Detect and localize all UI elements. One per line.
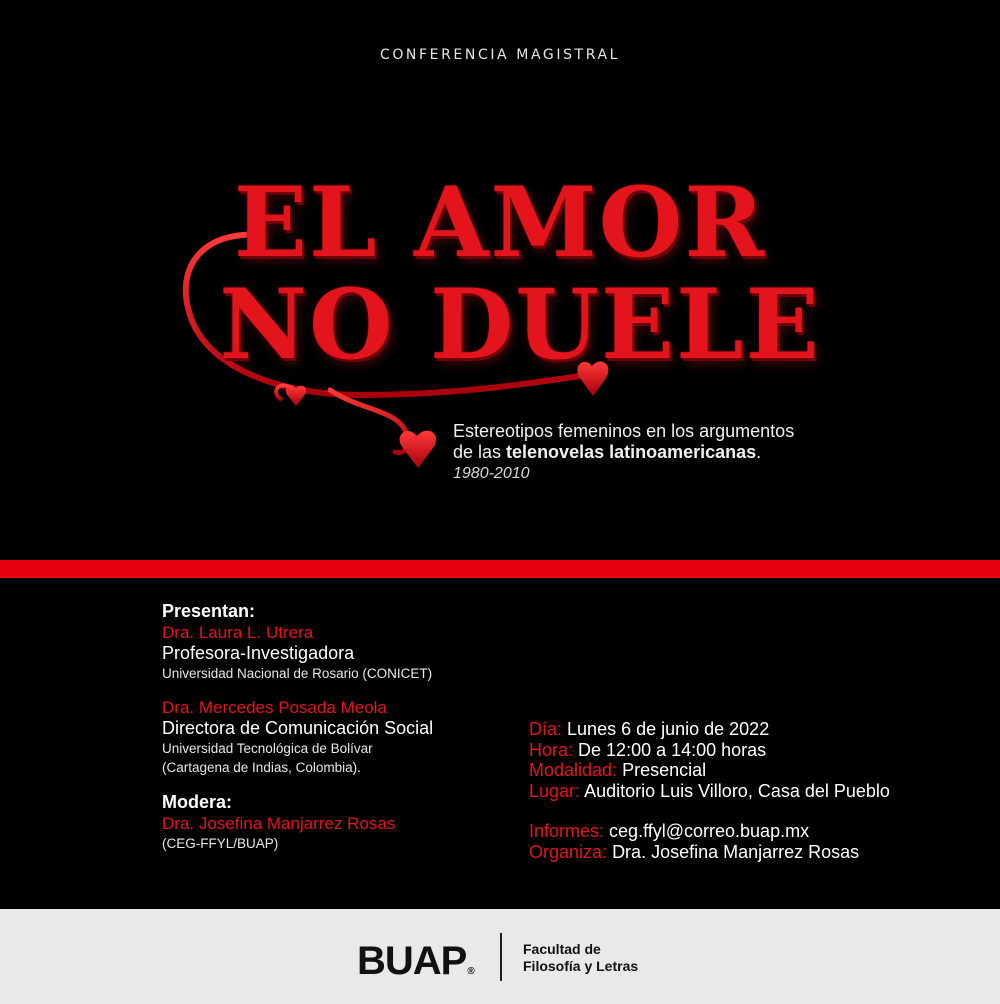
presenter-institution: Universidad Nacional de Rosario (CONICET) [162,666,433,681]
moderator-institution: (CEG-FFYL/BUAP) [162,836,279,851]
presenter-institution: (Cartagena de Indias, Colombia). [162,760,361,775]
subtitle-line-2-prefix: de las [453,442,507,462]
detail-value: Presencial [622,760,707,780]
subtitle-line-1: Estereotipos femeninos en los argumentos [453,421,795,441]
detail-value: De 12:00 a 14:00 horas [578,739,767,760]
presenter-institution: Universidad Tecnológica de Bolívar [162,741,373,756]
moderator-name: Dra. Josefina Manjarrez Rosas [162,814,396,833]
registered-mark: ® [467,966,475,977]
detail-key: Modalidad: [529,760,618,780]
contact-key: Organiza: [529,841,608,862]
footer-divider [500,933,502,981]
detail-row [529,760,989,781]
faculty-line-2: Filosofía y Letras [523,958,639,974]
subtitle-line-2 [453,442,893,463]
contact-value: Dra. Josefina Manjarrez Rosas [612,841,860,862]
subtitle-line-2-suffix: . [756,442,762,462]
detail-row [529,719,989,740]
footer [0,909,1000,1004]
buap-logo [357,941,475,992]
faculty-name [523,941,638,975]
contact-row [529,821,989,842]
detail-key: Día: [529,719,563,739]
event-type-label: CONFERENCIA MAGISTRAL [379,47,621,63]
subtitle-years: 1980-2010 [453,465,530,482]
detail-row [529,781,989,802]
heart-icon [400,431,437,468]
detail-row [529,740,989,761]
title-line-2: NO DUELE [219,268,821,381]
swirl-tail [330,390,408,453]
presenter-name: Dra. Mercedes Posada Meola [162,698,387,717]
title-line-1: EL AMOR [233,166,767,279]
presenter-name: Dra. Laura L. Utrera [162,623,314,642]
faculty-line-1: Facultad de [523,941,601,957]
detail-value: Lunes 6 de junio de 2022 [567,719,770,739]
detail-key: Lugar: [529,780,581,801]
presenters-heading: Presentan: [162,601,256,621]
presenter-role: Profesora-Investigadora [162,643,355,663]
contact-row [529,842,989,863]
detail-key: Hora: [529,739,574,760]
presenter-role: Directora de Comunicación Social [162,718,434,738]
heart-icon [286,386,306,406]
event-details [529,719,989,862]
moderator-heading: Modera: [162,792,233,812]
detail-value: Auditorio Luis Villoro, Casa del Pueblo [584,780,890,801]
subtitle-emphasis: telenovelas latinoamericanas [506,442,757,462]
speakers-column [162,600,492,853]
contact-email[interactable]: ceg.ffyl@correo.buap.mx [609,821,810,841]
contact-key: Informes: [529,821,605,841]
buap-logo-text: BUAP [357,939,467,983]
subtitle [453,421,893,484]
divider-band [0,560,1000,578]
